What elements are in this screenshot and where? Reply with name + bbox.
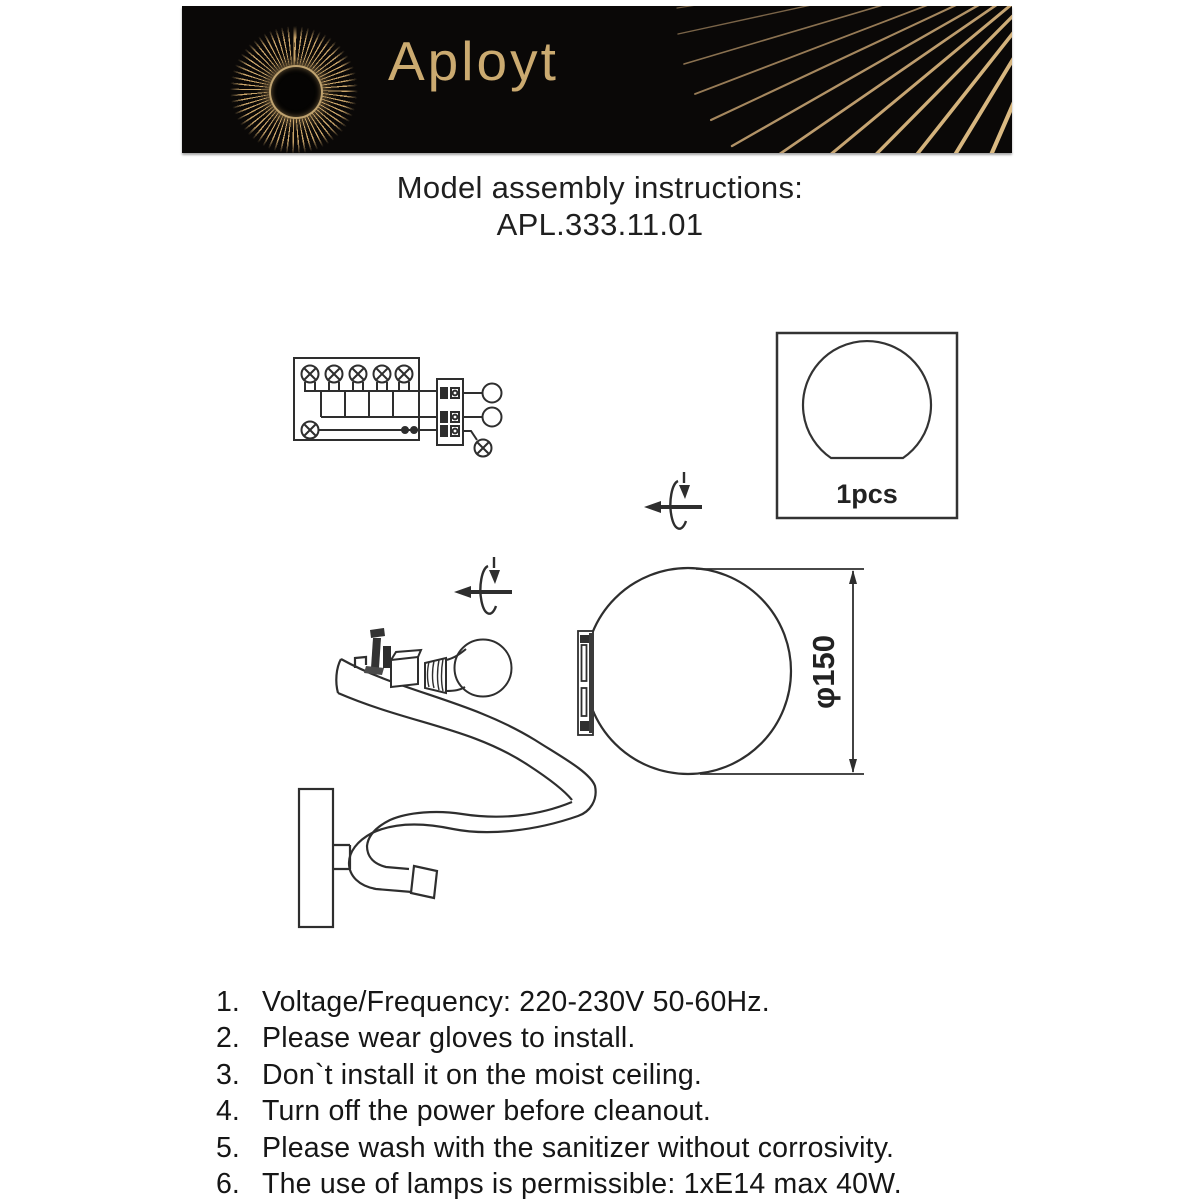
globe-part [803, 341, 931, 458]
item-number: 3. [216, 1058, 240, 1091]
globe-shade [585, 568, 791, 774]
item-text: Don`t install it on the moist ceiling. [262, 1058, 703, 1091]
list-item [216, 1022, 1096, 1058]
dimension-phi150 [696, 569, 864, 774]
item-text: Please wash with the sanitizer without corrosivity. [262, 1131, 895, 1164]
list-item [216, 1132, 1096, 1168]
item-number: 4. [216, 1095, 240, 1128]
item-text: The use of lamps is permissible: 1xE14 max 40W. [262, 1167, 902, 1200]
item-number: 1. [216, 986, 240, 1018]
list-item [216, 1168, 1096, 1204]
item-text: Please wear gloves to install. [262, 1022, 636, 1055]
parts-count-label: 1pcs [836, 479, 898, 509]
item-text: Voltage/Frequency: 220-230V 50-60Hz. [262, 986, 770, 1018]
mounting-screw [364, 628, 391, 675]
spiral-arm [336, 657, 595, 898]
terminal-block [437, 379, 463, 445]
list-item [216, 1059, 1096, 1095]
instruction-list [216, 986, 1096, 1204]
model-number: APL.333.11.01 [496, 207, 704, 242]
globe-bracket [578, 631, 594, 735]
lamp-socket [391, 650, 421, 687]
rotate-icon [454, 557, 512, 614]
wiring-schematic [294, 358, 502, 457]
list-item [216, 986, 1096, 1022]
item-text: Turn off the power before cleanout. [262, 1095, 712, 1128]
light-bulb [425, 640, 512, 697]
page-title: Model assembly instructions: [396, 170, 804, 205]
rotate-icon [644, 472, 702, 529]
list-item [216, 1095, 1096, 1131]
parts-box [777, 333, 957, 518]
dimension-label: φ150 [806, 635, 841, 709]
brand-name: Aployt [388, 30, 559, 92]
item-number: 5. [216, 1131, 240, 1164]
item-number: 6. [216, 1167, 240, 1200]
wall-plate [299, 789, 350, 927]
item-number: 2. [216, 1022, 240, 1055]
